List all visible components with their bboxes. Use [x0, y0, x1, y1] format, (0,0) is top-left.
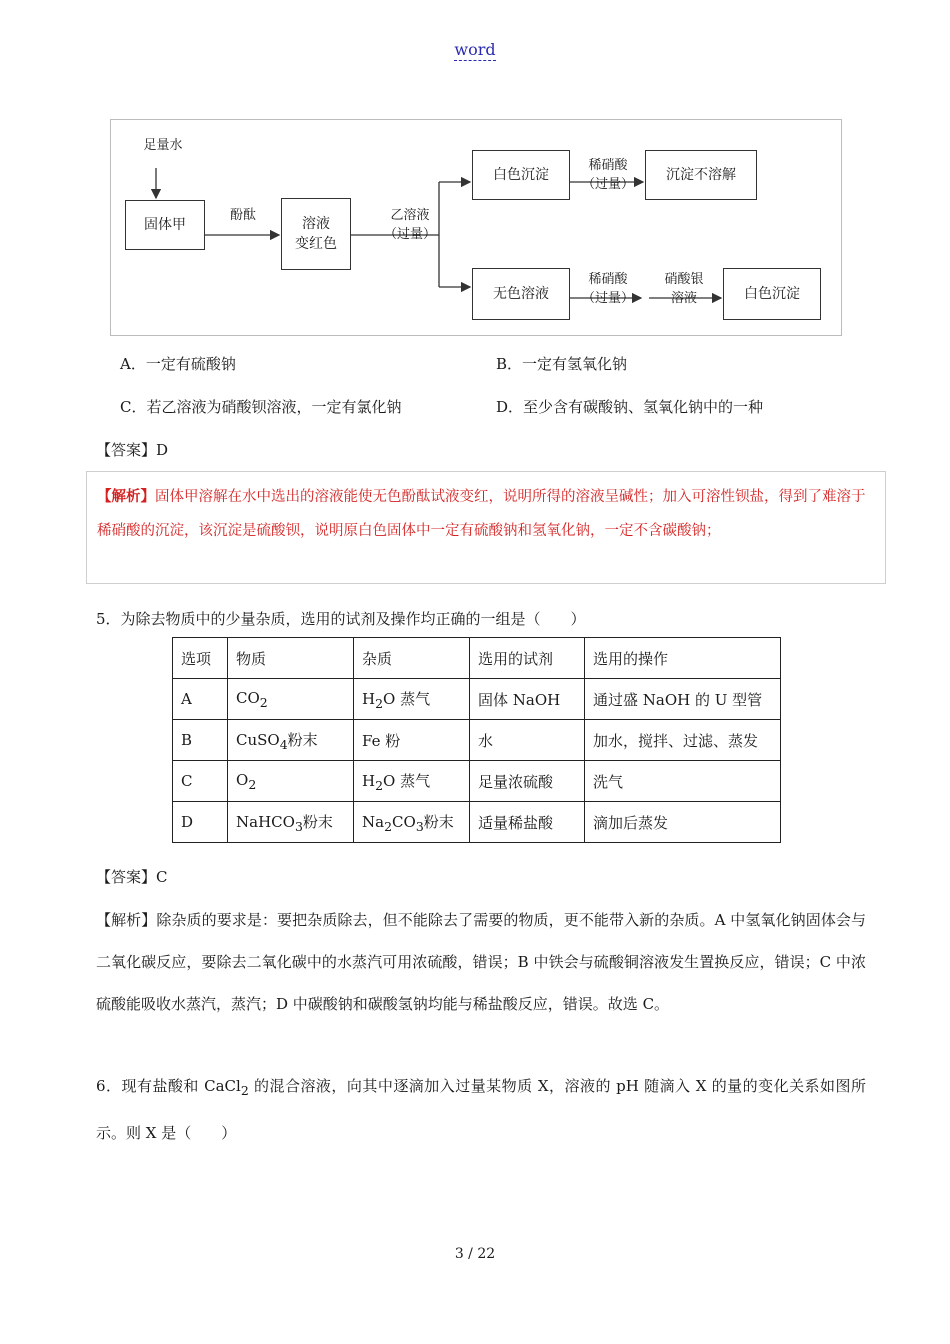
table-header: 选用的操作 — [585, 638, 781, 679]
formula-sub: 2 — [384, 818, 393, 834]
formula-sub: 2 — [375, 777, 384, 793]
formula: 粉末 — [302, 812, 333, 831]
yi-line-2: （过量） — [383, 227, 436, 242]
formula-sub: 3 — [415, 818, 424, 834]
agno3-line-1: 硝酸银 — [664, 272, 704, 287]
formula: O 蒸气 — [383, 689, 431, 708]
table-cell: 足量浓硫酸 — [470, 761, 585, 802]
table-cell: Fe 粉 — [354, 720, 470, 761]
hno3-top-line-1: 稀硝酸 — [588, 158, 628, 173]
page-number: 3 / 22 — [454, 1246, 496, 1262]
q6-stem — [96, 1065, 866, 1154]
table-cell: B — [173, 720, 228, 761]
white-ppt-1-label: 白色沉淀 — [493, 167, 549, 183]
formula-sub: 2 — [259, 694, 268, 710]
yi-solution-label — [381, 206, 439, 244]
q6-stem-b: 的混合溶液，向其中逐滴加入过量某物质 X，溶液的 pH 随滴入 X 的量的变化关系如图所示。则 X 是（ ） — [96, 1077, 866, 1142]
hno3-bottom-line-1: 稀硝酸 — [588, 272, 628, 287]
table-header: 选项 — [173, 638, 228, 679]
table-cell: 水 — [470, 720, 585, 761]
formula-sub: 2 — [248, 776, 257, 792]
formula-sub: 4 — [279, 736, 288, 752]
white-ppt-2-label: 白色沉淀 — [744, 286, 800, 302]
table-cell: A — [173, 679, 228, 720]
formula: H — [362, 689, 376, 708]
option-b: B．一定有氢氧化钠 — [496, 355, 628, 373]
white-ppt-box-1 — [472, 150, 570, 200]
agno3-label — [656, 270, 712, 308]
formula: CuSO — [236, 730, 280, 749]
white-ppt-box-2 — [723, 268, 821, 320]
formula: O — [236, 770, 249, 789]
table-header: 物质 — [228, 638, 354, 679]
formula: H — [362, 771, 376, 790]
table-cell — [228, 679, 354, 720]
q4-analysis-text — [97, 480, 877, 548]
q5-table — [172, 637, 781, 843]
q6-stem-a: 6．现有盐酸和 CaCl — [96, 1077, 241, 1095]
formula: NaHCO — [236, 812, 295, 831]
agno3-line-2: 溶液 — [670, 291, 697, 306]
table-header-row — [173, 638, 781, 679]
solid-box — [125, 200, 205, 250]
q4-analysis-lead: 【解析】 — [97, 489, 155, 505]
table-cell: C — [173, 761, 228, 802]
table-cell — [228, 761, 354, 802]
table-row — [173, 679, 781, 720]
q6-stem-sub: 2 — [240, 1083, 249, 1098]
q4-analysis-body: 固体甲溶解在水中选出的溶液能使无色酚酞试液变红，说明所得的溶液呈碱性；加入可溶性钡盐，得到了难溶于稀硝酸的沉淀，该沉淀是硫酸钡，说明原白色固体中一定有硫酸钠和氢氧化钠，一定不含碳酸钠； — [97, 489, 866, 539]
table-cell — [354, 679, 470, 720]
q4-answer: 【答案】D — [96, 441, 169, 459]
q5-answer: 【答案】C — [96, 868, 168, 886]
header-word-link[interactable]: word — [454, 40, 496, 59]
table-cell: 适量稀盐酸 — [470, 802, 585, 843]
q4-analysis-box — [86, 471, 886, 584]
formula: Na — [362, 812, 385, 831]
colorless-solution-box — [472, 268, 570, 320]
option-d: D．至少含有碳酸钠、氢氧化钠中的一种 — [496, 398, 764, 416]
table-row — [173, 720, 781, 761]
formula: 粉末 — [287, 730, 318, 749]
table-cell — [354, 802, 470, 843]
q5-analysis: 【解析】除杂质的要求是：要把杂质除去，但不能除去了需要的物质，更不能带入新的杂质。A 中氢氧化钠固体会与二氧化碳反应，要除去二氧化碳中的水蒸汽可用浓硫酸，错误；B 中铁会与硫酸铜溶液发生置换反应，错误；C 中浓硫酸能吸收水蒸汽，蒸汽；D 中碳酸钠和碳酸氢钠均能与稀盐酸反应，错误。故选 C。 — [96, 911, 866, 1013]
yi-line-1: 乙溶液 — [390, 208, 430, 223]
not-dissolve-label: 沉淀不溶解 — [666, 167, 736, 183]
hno3-label-top — [577, 156, 639, 194]
table-header: 杂质 — [354, 638, 470, 679]
hno3-label-bottom — [577, 270, 639, 308]
table-cell: 滴加后蒸发 — [585, 802, 781, 843]
table-cell: 固体 NaOH — [470, 679, 585, 720]
q5-stem: 5．为除去物质中的少量杂质，选用的试剂及操作均正确的一组是（ ） — [96, 610, 586, 628]
table-cell — [228, 720, 354, 761]
option-a: A．一定有硫酸钠 — [120, 355, 236, 373]
water-label: 足量水 — [143, 138, 183, 153]
table-row — [173, 802, 781, 843]
formula: O 蒸气 — [383, 771, 431, 790]
flowchart — [110, 119, 842, 336]
option-c: C．若乙溶液为硝酸钡溶液，一定有氯化钠 — [120, 398, 402, 416]
formula-sub: 3 — [294, 818, 303, 834]
table-header: 选用的试剂 — [470, 638, 585, 679]
table-cell: 加水，搅拌、过滤、蒸发 — [585, 720, 781, 761]
formula: CO — [236, 688, 260, 707]
table-cell — [228, 802, 354, 843]
phenol-label: 酚酞 — [229, 208, 256, 223]
table-cell: D — [173, 802, 228, 843]
red-line-1: 溶液 — [302, 216, 330, 232]
formula: CO — [392, 812, 416, 831]
colorless-label: 无色溶液 — [493, 286, 549, 302]
hno3-top-line-2: （过量） — [581, 177, 634, 192]
hno3-bottom-line-2: （过量） — [581, 291, 634, 306]
red-solution-box — [281, 198, 351, 270]
formula-sub: 2 — [375, 695, 384, 711]
table-row — [173, 761, 781, 802]
not-dissolve-box — [645, 150, 757, 200]
formula: 粉末 — [423, 812, 454, 831]
red-line-2: 变红色 — [295, 236, 337, 252]
table-cell — [354, 761, 470, 802]
solid-label: 固体甲 — [144, 217, 186, 233]
table-cell: 通过盛 NaOH 的 U 型管 — [585, 679, 781, 720]
table-cell: 洗气 — [585, 761, 781, 802]
